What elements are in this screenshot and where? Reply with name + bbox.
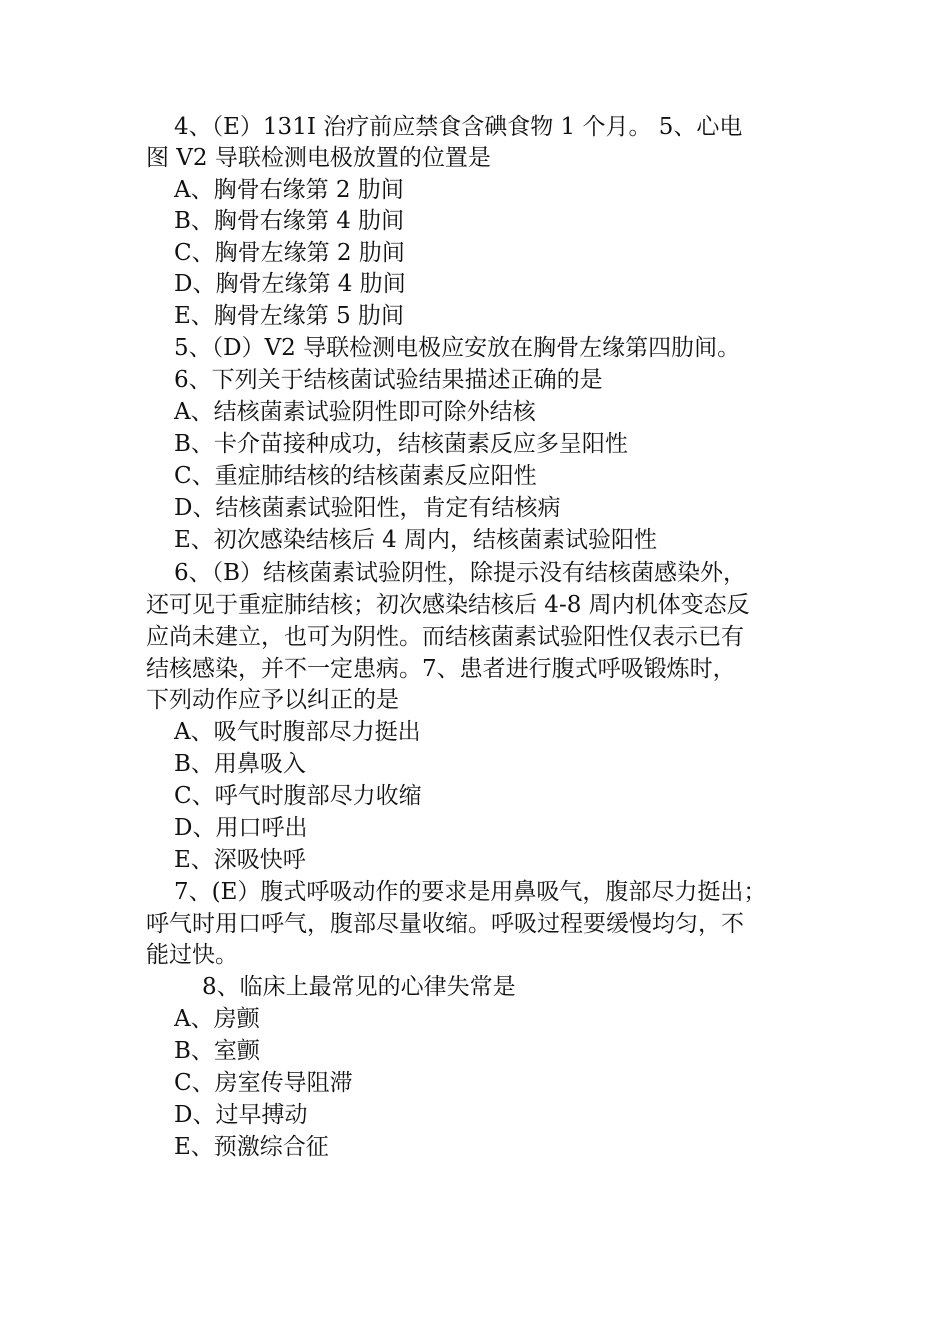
option-line: E、深吸快呼 bbox=[174, 847, 306, 873]
text-line: 能过快。 bbox=[146, 942, 238, 968]
option-line: E、预激综合征 bbox=[174, 1134, 329, 1160]
option-line: B、用鼻吸入 bbox=[174, 751, 306, 777]
answer-line: 5、（D）V2 导联检测电极应安放在胸骨左缘第四肋间。 bbox=[174, 335, 741, 361]
option-line: B、室颤 bbox=[174, 1038, 260, 1064]
option-line: A、房颤 bbox=[174, 1006, 260, 1032]
text-line: 还可见于重症肺结核；初次感染结核后 4-8 周内机体变态反 bbox=[146, 592, 750, 618]
option-line: E、初次感染结核后 4 周内，结核菌素试验阳性 bbox=[174, 527, 658, 553]
option-line: A、吸气时腹部尽力挺出 bbox=[174, 719, 421, 745]
text-line: 应尚未建立，也可为阴性。而结核菌素试验阳性仅表示已有 bbox=[146, 624, 744, 650]
option-line: B、卡介苗接种成功，结核菌素反应多呈阳性 bbox=[174, 431, 628, 457]
option-line: C、重症肺结核的结核菌素反应阳性 bbox=[174, 463, 537, 489]
text-line: 呼气时用口呼气，腹部尽量收缩。呼吸过程要缓慢均匀，不 bbox=[146, 911, 744, 937]
text-line: 图 V2 导联检测电极放置的位置是 bbox=[146, 145, 491, 171]
option-line: B、胸骨右缘第 4 肋间 bbox=[174, 208, 405, 234]
text-line: 下列动作应予以纠正的是 bbox=[146, 687, 399, 713]
option-line: A、胸骨右缘第 2 肋间 bbox=[174, 177, 404, 203]
question-line: 6、下列关于结核菌试验结果描述正确的是 bbox=[174, 367, 603, 393]
option-line: D、用口呼出 bbox=[174, 815, 308, 841]
question-line: 8、临床上最常见的心律失常是 bbox=[202, 974, 516, 1000]
option-line: A、结核菌素试验阴性即可除外结核 bbox=[174, 399, 536, 425]
answer-line: 6、（B）结核菌素试验阴性，除提示没有结核菌感染外， bbox=[174, 560, 747, 586]
option-line: C、呼气时腹部尽力收缩 bbox=[174, 783, 422, 809]
option-line: D、结核菌素试验阳性，肯定有结核病 bbox=[174, 495, 561, 521]
option-line: E、胸骨左缘第 5 肋间 bbox=[174, 303, 405, 329]
option-line: D、胸骨左缘第 4 肋间 bbox=[174, 271, 406, 297]
answer-line: 7、(E）腹式呼吸动作的要求是用鼻吸气，腹部尽力挺出； bbox=[174, 879, 767, 905]
text-line: 4、（E）131I 治疗前应禁食含碘食物 1 个月。 5、心电 bbox=[174, 114, 743, 140]
option-line: C、胸骨左缘第 2 肋间 bbox=[174, 240, 405, 266]
option-line: D、过早搏动 bbox=[174, 1102, 308, 1128]
text-line: 结核感染，并不一定患病。7、患者进行腹式呼吸锻炼时， bbox=[146, 656, 736, 682]
option-line: C、房室传导阻滞 bbox=[174, 1070, 353, 1096]
